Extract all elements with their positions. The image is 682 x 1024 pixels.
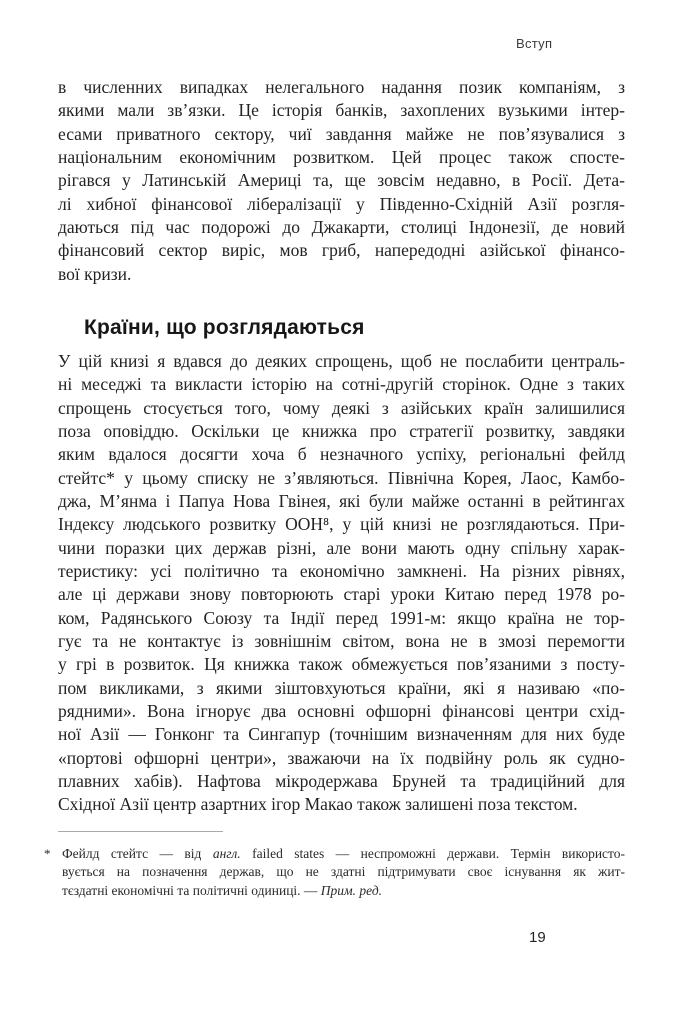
- text-line: в численних випадках нелегального надання позик компаніям, з: [58, 77, 625, 97]
- text-line: рядними». Вона ігнорує два основні офшорні фінансові центри схід-: [58, 700, 625, 721]
- text-line: якими мали зв’язки. Це історія банків, захоплених вузькими інтер-: [58, 100, 625, 121]
- text-line: плавних хабів). Нафтова мікродержава Бруней та традиційний для: [58, 770, 625, 791]
- footnote-line: тєздатні економічні та політичні одиниці. — Прим. ред.: [62, 882, 383, 898]
- text-line: лі хибної фінансової лібералізації у Південно-Східній Азії розгля-: [58, 193, 625, 214]
- text-line: поза оповіддю. Оскільки це книжка про стратегії розвитку, завдяки: [58, 420, 625, 441]
- text-line: чини поразки цих держав різні, але вони мають одну спільну харак-: [58, 537, 625, 558]
- text-line: у грі в розвиток. Ця книжка також обмежується пов’язаними з посту-: [58, 654, 625, 675]
- text-line: даються під час подорожі до Джакарти, столиці Індонезії, де новий: [58, 216, 625, 237]
- text-line: У цій книзі я вдався до деяких спрощень, щоб не послабити централь-: [58, 351, 625, 371]
- text-line: вої кризи.: [58, 263, 132, 284]
- text-line: «портові офшорні центри», зважаючи на їх подвійну роль як судно-: [58, 747, 625, 768]
- footnote-divider: [58, 831, 223, 832]
- text-line: теристику: усі політично та економічно замкнені. На різних рівнях,: [58, 560, 625, 581]
- footnote-line: вується на позначення держав, що не здатні підтримувати своє існування як жит-: [62, 864, 625, 880]
- text-line: ної Азії — Гонконг та Сингапур (точнішим визначенням для них буде: [58, 724, 625, 745]
- footnote-marker: *: [44, 846, 51, 861]
- text-line: Індексу людського розвитку ООН⁸, у цій книзі не розглядаються. При-: [58, 514, 625, 535]
- text-line: фінансовий сектор виріс, мов гриб, напередодні азійської фінансо-: [58, 240, 625, 261]
- text-line: гує та не контактує із зовнішнім світом, вона не в змозі перемогти: [58, 630, 625, 651]
- text-line: пом викликами, з якими зіштовхуються країни, які я називаю «по-: [58, 677, 625, 698]
- text-line: спрощень стосується того, чому деякі з азійських країн залишилися: [58, 397, 625, 418]
- text-line: рігався у Латинській Америці та, ще зовсім недавно, в Росії. Дета-: [58, 170, 625, 191]
- footnote-line: Фейлд стейтс — від англ. failed states — неспроможні держави. Термін використо-: [62, 846, 625, 861]
- text-line: стейтс* у цьому списку не з’являються. Північна Корея, Лаос, Камбо-: [58, 467, 625, 488]
- text-line: але ці держави знову повторюють старі уроки Китаю перед 1978 ро-: [58, 584, 625, 605]
- text-line: есами приватного сектору, чиї завдання майже не пов’язувалися з: [58, 123, 625, 144]
- text-line: яким вдалося досягти хоча б незначного успіху, регіональні фейлд: [58, 444, 625, 465]
- section-heading: Країни, що розглядаються: [84, 316, 365, 339]
- page-number: 19: [529, 929, 546, 946]
- footnote: [44, 845, 625, 900]
- text-line: Східної Азії центр азартних ігор Макао також залишені поза текстом.: [58, 794, 578, 815]
- text-line: національним економічним розвитком. Цей процес також спосте-: [58, 146, 625, 167]
- text-line: ком, Радянського Союзу та Індії перед 1991-м: якщо країна не тор-: [58, 607, 625, 628]
- footnote-text: [62, 845, 625, 900]
- text-line: джа, М’янма і Папуа Нова Гвінея, які були майже останні в рейтингах: [58, 490, 625, 511]
- section-paragraph: [58, 350, 625, 817]
- intro-paragraph: [58, 76, 625, 286]
- text-line: ні меседжі та викласти історію на сотні-другій сторінок. Одне з таких: [58, 374, 625, 395]
- running-head: Вступ: [516, 36, 553, 51]
